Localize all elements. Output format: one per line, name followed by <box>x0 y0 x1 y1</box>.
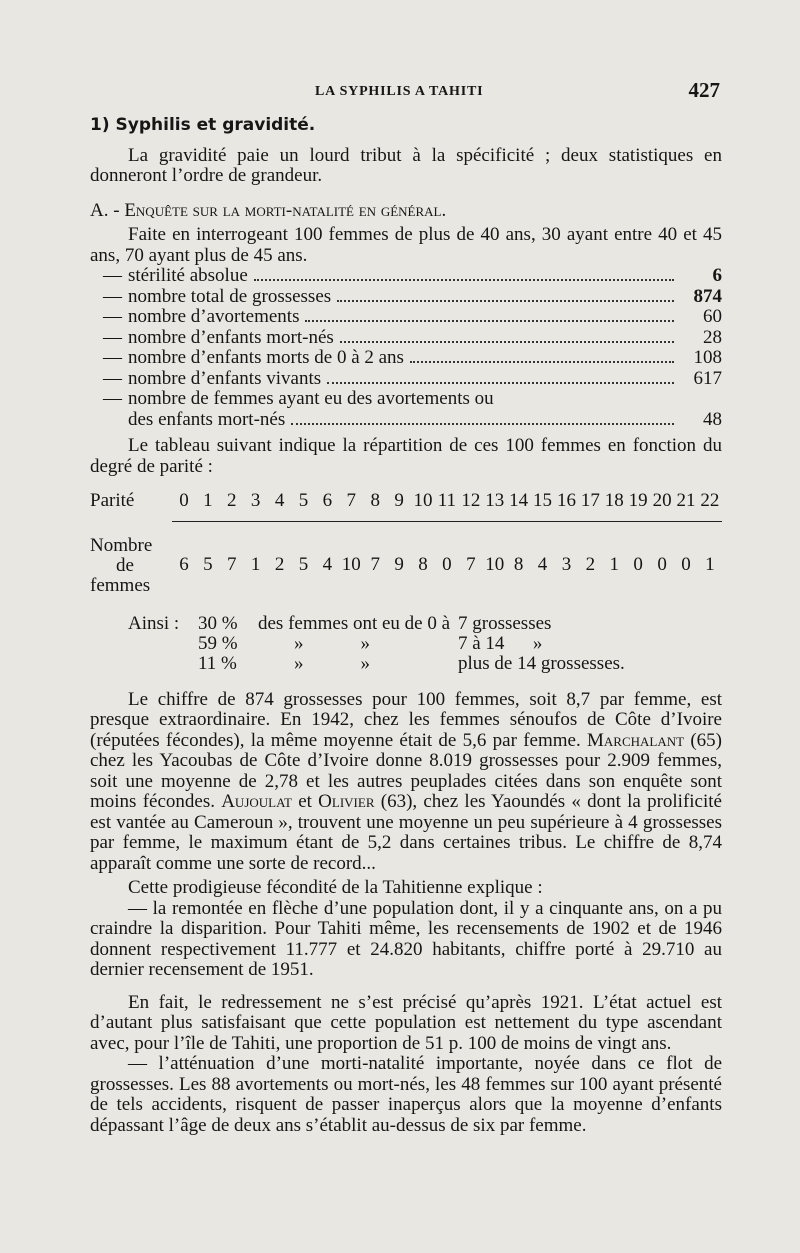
stat-dash: — <box>103 306 122 327</box>
stat-label: nombre de femmes ayant eu des avortements ou <box>128 388 494 409</box>
leader-dots <box>410 361 674 363</box>
parity-cell: 1 <box>203 490 213 511</box>
ainsi-text: » » <box>294 652 370 674</box>
parity-cell: 11 <box>437 490 457 511</box>
parity-cell: 19 <box>628 490 648 511</box>
count-cell: 7 <box>370 554 380 576</box>
stat-value: 108 <box>693 347 722 368</box>
leader-dots <box>305 320 674 322</box>
table-intro: Le tableau suivant indique la répartition de ces 100 femmes en fonction du degré de parité : <box>90 435 722 477</box>
count-label-line: de <box>116 554 134 576</box>
stat-dash: — <box>103 347 122 368</box>
page-content <box>90 115 722 1136</box>
parity-table <box>90 491 722 596</box>
subheading <box>90 201 722 222</box>
section-heading: 1) Syphilis et gravidité. <box>90 115 316 135</box>
paragraph-population: — la remontée en flèche d’une population dont, il y a cinquante ans, on a pu craindre la disparition. Pour Tahiti même, les recensements de 1902 et de 1946 donnent respectivement 11.777 et 24.820 habitants, chiffre porté à 29.710 au dernier recensement de 1951. <box>90 897 722 980</box>
count-cell: 1 <box>250 554 261 576</box>
parity-cell: 18 <box>604 490 624 511</box>
parity-cells <box>172 491 722 512</box>
parity-cell: 2 <box>227 490 237 511</box>
count-label-line: femmes <box>90 574 151 596</box>
stat-dash: — <box>103 326 122 348</box>
count-label <box>90 536 172 596</box>
stat-row <box>90 389 722 410</box>
stat-label: nombre d’enfants morts de 0 à 2 ans <box>128 347 404 368</box>
count-cell: 10 <box>485 554 505 576</box>
stat-dash: — <box>103 388 122 409</box>
parity-cell: 14 <box>509 490 529 511</box>
stat-row <box>90 266 722 287</box>
leader-dots <box>340 341 674 343</box>
parity-cell: 0 <box>179 490 189 511</box>
stat-value: 28 <box>703 326 722 348</box>
parity-cell: 9 <box>394 490 404 511</box>
text-run: Le chiffre de 874 grossesses pour 100 femmes, soit 8,7 par femme, est presque extraordinaire. En 1942, chez les femmes sénoufos de Côte d’Ivoire (réputées fécondes), la même moyenne était de 5,6 par femme. <box>90 688 722 751</box>
subheading-title: Enquête sur la morti-natalité en général. <box>124 199 447 221</box>
stats-list <box>90 266 722 430</box>
paragraph-recovery: En fait, le redressement ne s’est précisé qu’après 1921. L’état actuel est d’autant plus satisfaisant que cette population est nettement du type ascendant avec, pour l’île de Tahiti, une proportion de 51 p. 100 de moins de vingt ans. <box>90 991 722 1054</box>
page-number: 427 <box>688 78 720 102</box>
count-cell: 1 <box>609 554 620 576</box>
count-cell: 10 <box>341 554 361 576</box>
author-name: Aujoulat <box>221 791 292 812</box>
parity-cell: 3 <box>250 490 261 511</box>
parity-row <box>90 491 722 512</box>
leader-dots <box>254 279 674 281</box>
stat-dash: — <box>103 285 122 307</box>
count-cell: 0 <box>681 554 691 576</box>
leader-dots <box>337 300 674 302</box>
ainsi-text: des femmes ont eu de 0 à <box>258 612 451 634</box>
stat-value: 617 <box>693 367 722 389</box>
text-run: (65) chez les Yacoubas de Côte d’Ivoire donne 8.019 grossesses pour 2.909 femmes, soit une moyenne de 2,78 et les autres peuplades citées dans son enquête sont moins fécondes. <box>90 729 723 812</box>
count-cell: 0 <box>657 554 667 576</box>
stat-value: 60 <box>703 306 722 327</box>
intro-paragraph: La gravidité paie un lourd tribut à la spécificité ; deux statistiques en donneront l’ordre de grandeur. <box>90 144 722 186</box>
count-cell: 5 <box>203 554 213 576</box>
parity-cell: 4 <box>274 490 285 511</box>
text-run: (63), chez les Yaoundés « dont la prolificité est vantée au Cameroun », trouvent une moyenne un peu supérieure à 4 grossesses par femme, le maximum étant de 5,2 dans certaines tribus. Le chiffre de 8,74 apparaît comme une sorte de record... <box>90 791 722 874</box>
ainsi-tail: plus de 14 grossesses. <box>458 652 625 674</box>
parity-label: Parité <box>90 490 135 511</box>
ainsi-row <box>128 654 722 674</box>
ainsi-row <box>128 634 722 654</box>
count-cell: 4 <box>537 554 548 576</box>
stat-row-continued <box>90 410 722 431</box>
ainsi-pct: 30 % <box>198 612 238 634</box>
parity-cell: 15 <box>533 490 553 511</box>
paragraph-mortinatality: — l’atténuation d’une morti-natalité importante, noyée dans ce flot de grossesses. Les 88 avortements ou mort-nés, les 48 femmes sur 100 ayant présenté de tels accidents, risquent de passer inaperçus alors que la moyenne d’enfants dépassant l’âge de deux ans s’établit au-dessus de six par femme. <box>90 1053 722 1136</box>
stat-row <box>90 307 722 328</box>
stat-dash: — <box>103 367 122 389</box>
parity-cell: 12 <box>461 490 481 511</box>
count-cell: 5 <box>298 554 309 576</box>
ainsi-summary <box>128 614 722 674</box>
paragraph-fecundity <box>90 690 722 875</box>
subheading-prefix: A. - <box>90 199 125 221</box>
author-name: Marchalant <box>587 729 685 751</box>
ainsi-text: » » <box>294 632 370 654</box>
ainsi-lead: Ainsi : <box>128 612 180 634</box>
count-cell: 0 <box>633 554 643 576</box>
count-cell: 9 <box>394 554 404 576</box>
count-cell: 3 <box>561 554 572 576</box>
stat-value: 48 <box>703 408 722 430</box>
stat-row <box>90 287 722 308</box>
stat-label: nombre d’avortements <box>128 306 300 327</box>
parity-cell: 5 <box>298 490 309 511</box>
parity-cell: 8 <box>370 490 380 511</box>
parity-cell: 6 <box>322 490 333 511</box>
ainsi-tail: 7 grossesses <box>458 612 552 634</box>
stat-label: nombre d’enfants vivants <box>128 367 322 389</box>
ainsi-tail: 7 à 14 » <box>458 632 543 654</box>
parity-cell: 13 <box>485 490 505 511</box>
stat-label: des enfants mort-nés <box>128 408 286 430</box>
leader-dots <box>327 382 674 384</box>
stat-dash: — <box>103 265 122 286</box>
count-cell: 0 <box>442 554 452 576</box>
count-cells <box>172 555 722 576</box>
leader-dots <box>291 423 674 425</box>
author-name: Olivier <box>318 791 375 812</box>
parity-cell: 16 <box>556 490 576 511</box>
paragraph-explains: Cette prodigieuse fécondité de la Tahitienne explique : <box>128 877 543 898</box>
stat-value: 874 <box>693 285 722 307</box>
parity-cell: 7 <box>346 490 357 511</box>
stat-row <box>90 328 722 349</box>
count-cell: 4 <box>322 554 333 576</box>
parity-cell: 21 <box>676 490 696 511</box>
page-header <box>90 78 722 108</box>
count-cell: 2 <box>274 554 285 576</box>
stat-label: nombre d’enfants mort-nés <box>128 326 334 348</box>
survey-intro: Faite en interrogeant 100 femmes de plus de 40 ans, 30 ayant entre 40 et 45 ans, 70 ayant plus de 45 ans. <box>90 224 722 266</box>
text-run: et <box>291 791 319 812</box>
count-label-line: Nombre <box>90 534 153 556</box>
count-cell: 6 <box>179 554 189 576</box>
count-cell: 2 <box>585 554 596 576</box>
parity-cell: 22 <box>700 490 720 511</box>
table-rule <box>172 521 722 522</box>
count-row <box>90 536 722 596</box>
stat-value: 6 <box>712 265 722 286</box>
ainsi-row <box>128 614 722 634</box>
count-cell: 7 <box>227 554 237 576</box>
stat-row <box>90 369 722 390</box>
count-cell: 8 <box>513 554 524 576</box>
count-cell: 1 <box>705 554 715 576</box>
parity-cell: 20 <box>652 490 672 511</box>
stat-label: nombre total de grossesses <box>128 285 332 307</box>
ainsi-pct: 11 % <box>198 652 237 674</box>
parity-cell: 17 <box>580 490 600 511</box>
stat-label: stérilité absolue <box>128 265 248 286</box>
parity-cell: 10 <box>413 490 433 511</box>
stat-row <box>90 348 722 369</box>
count-cell: 8 <box>418 554 428 576</box>
running-title: LA SYPHILIS A TAHITI <box>315 84 484 99</box>
count-cell: 7 <box>466 554 476 576</box>
ainsi-pct: 59 % <box>198 632 238 654</box>
